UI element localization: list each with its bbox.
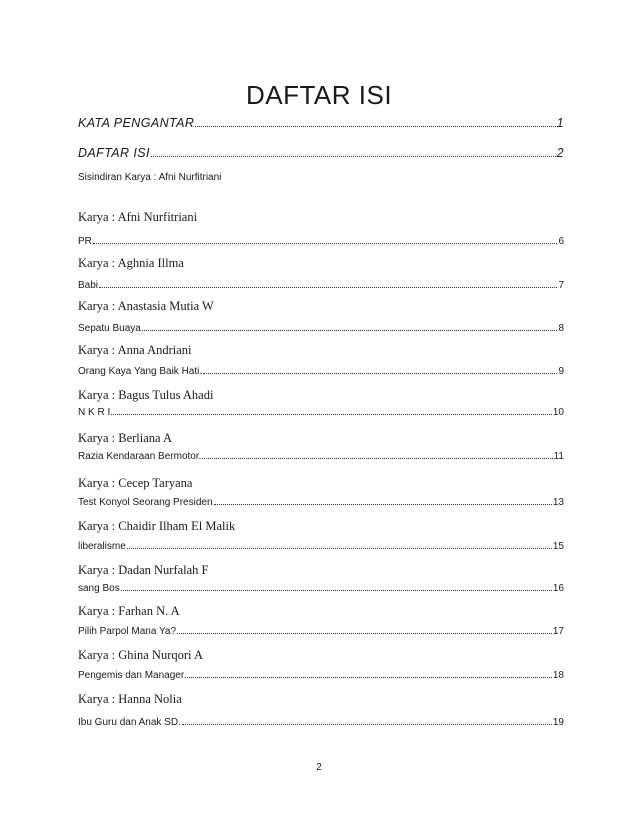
entry-page: 17 <box>552 626 564 637</box>
page-number: 2 <box>316 762 322 773</box>
leader-dots <box>177 633 552 634</box>
toc-entry <box>78 236 564 247</box>
entry-author: Karya : Anastasia Mutia W <box>78 299 214 313</box>
leader-dots <box>182 724 552 725</box>
entry-title: N K R I <box>78 407 111 418</box>
leader-dots <box>127 548 552 549</box>
toc-entry <box>78 323 564 334</box>
leader-dots <box>142 330 558 331</box>
entry-title: Orang Kaya Yang Baik Hati. <box>78 366 203 377</box>
entry-title: sang Bos <box>78 583 120 594</box>
section-heading: Sisindiran Karya : Afni Nurfitriani <box>78 172 222 183</box>
toc-entry <box>78 541 564 552</box>
entry-page: 10 <box>552 407 564 418</box>
leader-dots <box>202 458 552 459</box>
entry-author: Karya : Bagus Tulus Ahadi <box>78 388 214 402</box>
entry-page: 15 <box>552 541 564 552</box>
toc-entry-label: KATA PENGANTAR <box>78 116 195 130</box>
entry-page: 11 <box>553 451 564 462</box>
toc-entry <box>78 626 564 637</box>
entry-author: Karya : Berliana A <box>78 431 173 445</box>
entry-title: PR <box>78 236 92 247</box>
entry-page: 7 <box>558 280 564 291</box>
entry-title: Pengemis dan Manager <box>78 670 185 681</box>
entry-author: Karya : Hanna Nolia <box>78 692 182 706</box>
entry-page: 6 <box>558 236 564 247</box>
entry-author: Karya : Ghina Nurqori A <box>78 648 203 662</box>
toc-entry-page: 1 <box>556 116 564 130</box>
entry-title: Ibu Guru dan Anak SD. <box>78 717 181 728</box>
entry-author: Karya : Afni Nurfitriani <box>78 210 198 224</box>
toc-entry <box>78 583 564 594</box>
entry-page: 19 <box>552 717 564 728</box>
toc-entry <box>78 366 564 377</box>
entry-title: liberalisme <box>78 541 126 552</box>
entry-title: Razia Kendaraan Bermotor. <box>78 451 202 462</box>
toc-entry <box>78 280 564 291</box>
entry-page: 16 <box>552 583 564 594</box>
toc-entry <box>78 717 564 728</box>
toc-entry-daftar-isi <box>78 146 564 160</box>
entry-title: Babi <box>78 280 99 291</box>
entry-page: 9 <box>558 366 564 377</box>
leader-dots <box>99 287 557 288</box>
toc-entry <box>78 670 564 681</box>
leader-dots <box>203 373 557 374</box>
leader-dots <box>93 243 558 244</box>
entry-author: Karya : Chaidir Ilham El Malik <box>78 519 236 533</box>
entry-page: 18 <box>552 670 564 681</box>
toc-entry <box>78 407 564 418</box>
leader-dots <box>185 677 552 678</box>
entry-title: Sepatu Buaya <box>78 323 141 334</box>
toc-entry-page: 2 <box>556 146 564 160</box>
leader-dots <box>121 590 552 591</box>
leader-dots <box>111 414 552 415</box>
toc-entry-label: DAFTAR ISI <box>78 146 150 160</box>
entry-author: Karya : Farhan N. A <box>78 604 180 618</box>
toc-entry <box>78 497 564 508</box>
entry-author: Karya : Aghnia Illma <box>78 256 184 270</box>
toc-entry-kata-pengantar <box>78 116 564 130</box>
entry-page: 13 <box>552 497 564 508</box>
entry-author: Karya : Dadan Nurfalah F <box>78 563 209 577</box>
leader-dots <box>214 504 552 505</box>
entry-author: Karya : Anna Andriani <box>78 343 192 357</box>
page-title: DAFTAR ISI <box>245 80 393 110</box>
entry-author: Karya : Cecep Taryana <box>78 476 193 490</box>
entry-title: Test Konyol Seorang Presiden <box>78 497 213 508</box>
leader-dots <box>195 126 555 127</box>
entry-page: 8 <box>558 323 564 334</box>
leader-dots <box>151 156 556 157</box>
entry-title: Pilih Parpol Mana Ya? <box>78 626 177 637</box>
toc-entry <box>78 451 564 462</box>
